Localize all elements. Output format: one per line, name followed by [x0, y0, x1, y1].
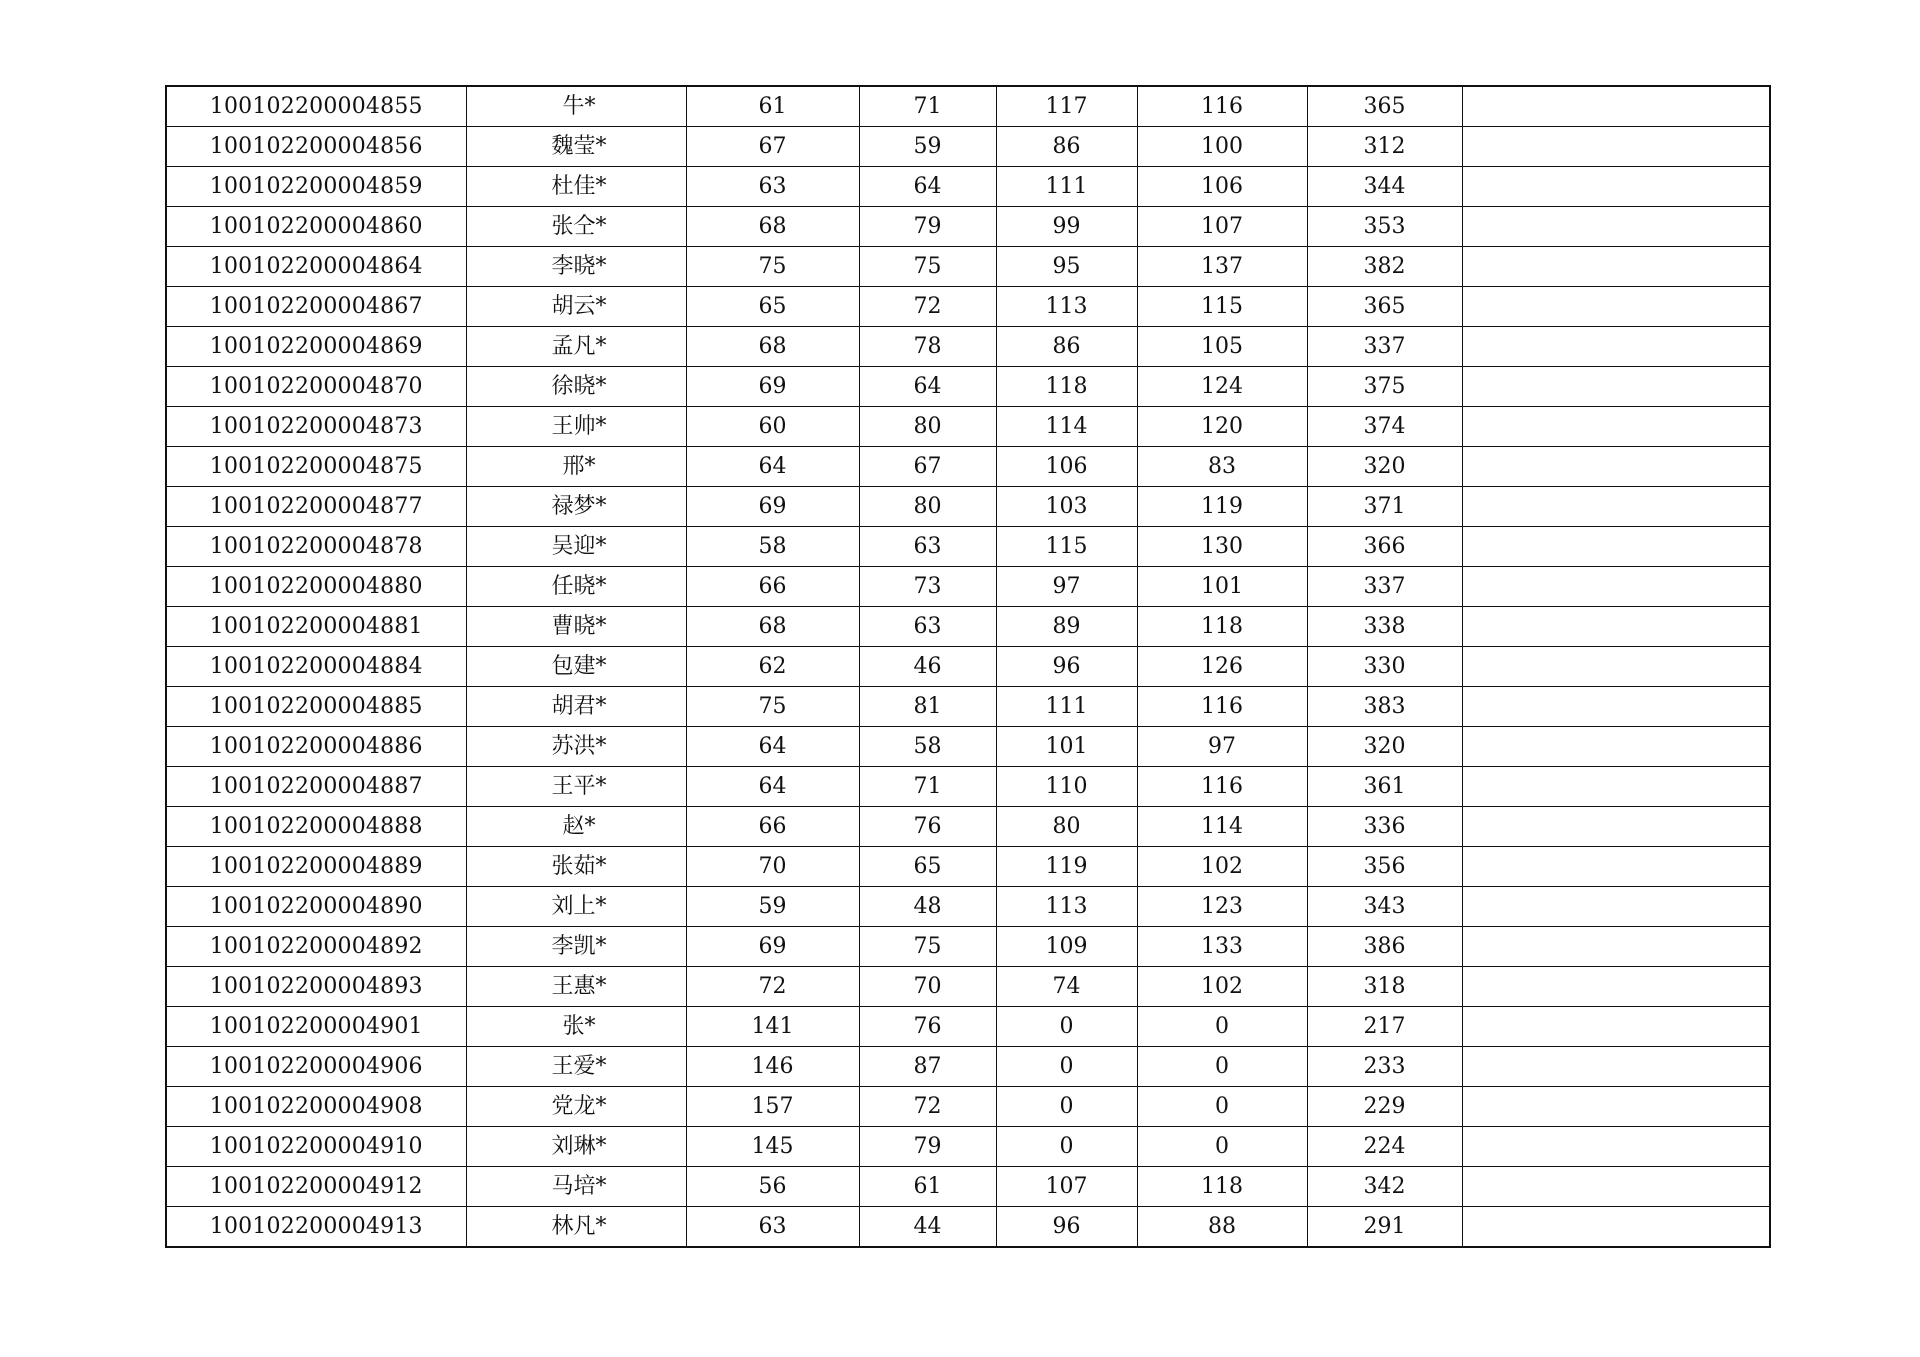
total-score-cell: 365: [1307, 287, 1462, 327]
remark-cell: [1462, 367, 1770, 407]
table-row: [166, 967, 1770, 1007]
exam-id-cell: 100102200004869: [166, 327, 466, 367]
score-1-cell: 72: [686, 967, 859, 1007]
score-3-cell: 0: [996, 1047, 1137, 1087]
score-4-cell: 102: [1137, 967, 1307, 1007]
remark-cell: [1462, 607, 1770, 647]
total-score-cell: 365: [1307, 86, 1462, 127]
score-3-cell: 106: [996, 447, 1137, 487]
score-3-cell: 103: [996, 487, 1137, 527]
exam-id-cell: 100102200004885: [166, 687, 466, 727]
score-3-cell: 0: [996, 1007, 1137, 1047]
score-1-cell: 65: [686, 287, 859, 327]
score-4-cell: 105: [1137, 327, 1307, 367]
total-score-cell: 361: [1307, 767, 1462, 807]
remark-cell: [1462, 847, 1770, 887]
score-table-body: [166, 86, 1770, 1247]
score-1-cell: 63: [686, 1207, 859, 1248]
score-1-cell: 59: [686, 887, 859, 927]
score-2-cell: 80: [859, 487, 996, 527]
remark-cell: [1462, 247, 1770, 287]
name-cell: 马培*: [466, 1167, 686, 1207]
name-cell: 赵*: [466, 807, 686, 847]
table-row: [166, 607, 1770, 647]
name-cell: 禄梦*: [466, 487, 686, 527]
score-1-cell: 64: [686, 447, 859, 487]
table-row: [166, 287, 1770, 327]
total-score-cell: 217: [1307, 1007, 1462, 1047]
score-4-cell: 0: [1137, 1127, 1307, 1167]
remark-cell: [1462, 927, 1770, 967]
exam-id-cell: 100102200004878: [166, 527, 466, 567]
score-3-cell: 110: [996, 767, 1137, 807]
name-cell: 王平*: [466, 767, 686, 807]
remark-cell: [1462, 207, 1770, 247]
score-1-cell: 60: [686, 407, 859, 447]
remark-cell: [1462, 1167, 1770, 1207]
table-row: [166, 1127, 1770, 1167]
table-row: [166, 887, 1770, 927]
remark-cell: [1462, 687, 1770, 727]
score-1-cell: 68: [686, 207, 859, 247]
score-1-cell: 141: [686, 1007, 859, 1047]
score-4-cell: 118: [1137, 607, 1307, 647]
score-3-cell: 97: [996, 567, 1137, 607]
score-2-cell: 61: [859, 1167, 996, 1207]
score-3-cell: 0: [996, 1127, 1137, 1167]
score-2-cell: 59: [859, 127, 996, 167]
remark-cell: [1462, 447, 1770, 487]
remark-cell: [1462, 647, 1770, 687]
exam-id-cell: 100102200004910: [166, 1127, 466, 1167]
name-cell: 林凡*: [466, 1207, 686, 1248]
score-2-cell: 76: [859, 1007, 996, 1047]
remark-cell: [1462, 887, 1770, 927]
exam-id-cell: 100102200004892: [166, 927, 466, 967]
score-2-cell: 72: [859, 1087, 996, 1127]
score-2-cell: 64: [859, 367, 996, 407]
exam-id-cell: 100102200004889: [166, 847, 466, 887]
score-4-cell: 130: [1137, 527, 1307, 567]
total-score-cell: 383: [1307, 687, 1462, 727]
name-cell: 孟凡*: [466, 327, 686, 367]
total-score-cell: 338: [1307, 607, 1462, 647]
remark-cell: [1462, 767, 1770, 807]
table-row: [166, 1087, 1770, 1127]
name-cell: 李凯*: [466, 927, 686, 967]
score-3-cell: 118: [996, 367, 1137, 407]
score-4-cell: 137: [1137, 247, 1307, 287]
score-4-cell: 116: [1137, 687, 1307, 727]
table-row: [166, 767, 1770, 807]
score-3-cell: 86: [996, 127, 1137, 167]
total-score-cell: 229: [1307, 1087, 1462, 1127]
score-3-cell: 109: [996, 927, 1137, 967]
exam-id-cell: 100102200004864: [166, 247, 466, 287]
score-2-cell: 75: [859, 927, 996, 967]
score-4-cell: 116: [1137, 767, 1307, 807]
name-cell: 刘琳*: [466, 1127, 686, 1167]
exam-id-cell: 100102200004856: [166, 127, 466, 167]
score-3-cell: 113: [996, 887, 1137, 927]
score-2-cell: 73: [859, 567, 996, 607]
total-score-cell: 342: [1307, 1167, 1462, 1207]
exam-id-cell: 100102200004875: [166, 447, 466, 487]
name-cell: 杜佳*: [466, 167, 686, 207]
table-row: [166, 247, 1770, 287]
table-row: [166, 927, 1770, 967]
score-table: [165, 85, 1771, 1248]
exam-id-cell: 100102200004908: [166, 1087, 466, 1127]
total-score-cell: 353: [1307, 207, 1462, 247]
remark-cell: [1462, 967, 1770, 1007]
exam-id-cell: 100102200004860: [166, 207, 466, 247]
score-3-cell: 101: [996, 727, 1137, 767]
score-2-cell: 63: [859, 607, 996, 647]
score-2-cell: 87: [859, 1047, 996, 1087]
score-2-cell: 71: [859, 86, 996, 127]
total-score-cell: 330: [1307, 647, 1462, 687]
total-score-cell: 343: [1307, 887, 1462, 927]
score-4-cell: 0: [1137, 1087, 1307, 1127]
score-4-cell: 88: [1137, 1207, 1307, 1248]
table-row: [166, 447, 1770, 487]
score-4-cell: 123: [1137, 887, 1307, 927]
score-1-cell: 56: [686, 1167, 859, 1207]
total-score-cell: 336: [1307, 807, 1462, 847]
score-4-cell: 0: [1137, 1047, 1307, 1087]
exam-id-cell: 100102200004873: [166, 407, 466, 447]
name-cell: 王惠*: [466, 967, 686, 1007]
table-row: [166, 647, 1770, 687]
score-2-cell: 64: [859, 167, 996, 207]
total-score-cell: 356: [1307, 847, 1462, 887]
score-3-cell: 113: [996, 287, 1137, 327]
name-cell: 包建*: [466, 647, 686, 687]
table-row: [166, 1207, 1770, 1248]
total-score-cell: 318: [1307, 967, 1462, 1007]
score-1-cell: 69: [686, 487, 859, 527]
table-row: [166, 807, 1770, 847]
exam-id-cell: 100102200004877: [166, 487, 466, 527]
score-3-cell: 86: [996, 327, 1137, 367]
exam-id-cell: 100102200004880: [166, 567, 466, 607]
remark-cell: [1462, 727, 1770, 767]
score-1-cell: 75: [686, 247, 859, 287]
table-row: [166, 327, 1770, 367]
score-4-cell: 118: [1137, 1167, 1307, 1207]
score-2-cell: 76: [859, 807, 996, 847]
remark-cell: [1462, 167, 1770, 207]
score-2-cell: 44: [859, 1207, 996, 1248]
score-1-cell: 69: [686, 367, 859, 407]
remark-cell: [1462, 527, 1770, 567]
score-2-cell: 79: [859, 1127, 996, 1167]
remark-cell: [1462, 86, 1770, 127]
score-4-cell: 124: [1137, 367, 1307, 407]
remark-cell: [1462, 1007, 1770, 1047]
exam-id-cell: 100102200004890: [166, 887, 466, 927]
total-score-cell: 371: [1307, 487, 1462, 527]
score-2-cell: 71: [859, 767, 996, 807]
total-score-cell: 375: [1307, 367, 1462, 407]
remark-cell: [1462, 1127, 1770, 1167]
name-cell: 张仝*: [466, 207, 686, 247]
total-score-cell: 312: [1307, 127, 1462, 167]
exam-id-cell: 100102200004912: [166, 1167, 466, 1207]
total-score-cell: 337: [1307, 567, 1462, 607]
score-3-cell: 111: [996, 687, 1137, 727]
score-1-cell: 62: [686, 647, 859, 687]
total-score-cell: 344: [1307, 167, 1462, 207]
score-3-cell: 115: [996, 527, 1137, 567]
name-cell: 王爱*: [466, 1047, 686, 1087]
score-2-cell: 46: [859, 647, 996, 687]
exam-id-cell: 100102200004855: [166, 86, 466, 127]
name-cell: 曹晓*: [466, 607, 686, 647]
name-cell: 徐晓*: [466, 367, 686, 407]
score-2-cell: 81: [859, 687, 996, 727]
name-cell: 胡君*: [466, 687, 686, 727]
remark-cell: [1462, 1047, 1770, 1087]
score-3-cell: 96: [996, 647, 1137, 687]
score-3-cell: 95: [996, 247, 1137, 287]
score-1-cell: 68: [686, 607, 859, 647]
table-row: [166, 207, 1770, 247]
remark-cell: [1462, 487, 1770, 527]
total-score-cell: 320: [1307, 727, 1462, 767]
score-1-cell: 58: [686, 527, 859, 567]
total-score-cell: 291: [1307, 1207, 1462, 1248]
score-4-cell: 115: [1137, 287, 1307, 327]
score-4-cell: 0: [1137, 1007, 1307, 1047]
score-2-cell: 58: [859, 727, 996, 767]
exam-id-cell: 100102200004887: [166, 767, 466, 807]
remark-cell: [1462, 127, 1770, 167]
total-score-cell: 382: [1307, 247, 1462, 287]
name-cell: 任晓*: [466, 567, 686, 607]
table-row: [166, 127, 1770, 167]
table-row: [166, 487, 1770, 527]
table-row: [166, 407, 1770, 447]
exam-id-cell: 100102200004906: [166, 1047, 466, 1087]
score-4-cell: 107: [1137, 207, 1307, 247]
score-1-cell: 68: [686, 327, 859, 367]
score-3-cell: 107: [996, 1167, 1137, 1207]
score-4-cell: 133: [1137, 927, 1307, 967]
name-cell: 邢*: [466, 447, 686, 487]
score-4-cell: 126: [1137, 647, 1307, 687]
name-cell: 李晓*: [466, 247, 686, 287]
remark-cell: [1462, 287, 1770, 327]
exam-id-cell: 100102200004893: [166, 967, 466, 1007]
score-4-cell: 100: [1137, 127, 1307, 167]
score-3-cell: 80: [996, 807, 1137, 847]
exam-id-cell: 100102200004884: [166, 647, 466, 687]
score-1-cell: 61: [686, 86, 859, 127]
name-cell: 胡云*: [466, 287, 686, 327]
score-3-cell: 74: [996, 967, 1137, 1007]
score-2-cell: 72: [859, 287, 996, 327]
score-1-cell: 70: [686, 847, 859, 887]
table-row: [166, 567, 1770, 607]
score-2-cell: 75: [859, 247, 996, 287]
remark-cell: [1462, 1087, 1770, 1127]
table-row: [166, 167, 1770, 207]
score-3-cell: 0: [996, 1087, 1137, 1127]
total-score-cell: 224: [1307, 1127, 1462, 1167]
table-row: [166, 527, 1770, 567]
score-1-cell: 63: [686, 167, 859, 207]
score-1-cell: 66: [686, 807, 859, 847]
remark-cell: [1462, 1207, 1770, 1248]
total-score-cell: 337: [1307, 327, 1462, 367]
score-4-cell: 97: [1137, 727, 1307, 767]
remark-cell: [1462, 567, 1770, 607]
exam-id-cell: 100102200004901: [166, 1007, 466, 1047]
total-score-cell: 374: [1307, 407, 1462, 447]
name-cell: 张*: [466, 1007, 686, 1047]
total-score-cell: 366: [1307, 527, 1462, 567]
score-4-cell: 101: [1137, 567, 1307, 607]
score-4-cell: 120: [1137, 407, 1307, 447]
name-cell: 张茹*: [466, 847, 686, 887]
score-4-cell: 106: [1137, 167, 1307, 207]
score-3-cell: 114: [996, 407, 1137, 447]
table-row: [166, 847, 1770, 887]
score-2-cell: 48: [859, 887, 996, 927]
score-4-cell: 116: [1137, 86, 1307, 127]
table-row: [166, 687, 1770, 727]
remark-cell: [1462, 807, 1770, 847]
exam-id-cell: 100102200004867: [166, 287, 466, 327]
name-cell: 刘上*: [466, 887, 686, 927]
score-1-cell: 66: [686, 567, 859, 607]
score-3-cell: 96: [996, 1207, 1137, 1248]
score-2-cell: 70: [859, 967, 996, 1007]
name-cell: 王帅*: [466, 407, 686, 447]
score-1-cell: 64: [686, 727, 859, 767]
score-2-cell: 78: [859, 327, 996, 367]
exam-id-cell: 100102200004859: [166, 167, 466, 207]
name-cell: 牛*: [466, 86, 686, 127]
score-1-cell: 69: [686, 927, 859, 967]
score-1-cell: 64: [686, 767, 859, 807]
table-row: [166, 367, 1770, 407]
score-2-cell: 67: [859, 447, 996, 487]
score-4-cell: 102: [1137, 847, 1307, 887]
remark-cell: [1462, 407, 1770, 447]
exam-id-cell: 100102200004888: [166, 807, 466, 847]
score-3-cell: 117: [996, 86, 1137, 127]
exam-id-cell: 100102200004886: [166, 727, 466, 767]
total-score-cell: 320: [1307, 447, 1462, 487]
score-4-cell: 83: [1137, 447, 1307, 487]
score-2-cell: 63: [859, 527, 996, 567]
total-score-cell: 233: [1307, 1047, 1462, 1087]
name-cell: 魏莹*: [466, 127, 686, 167]
exam-id-cell: 100102200004913: [166, 1207, 466, 1248]
name-cell: 苏洪*: [466, 727, 686, 767]
score-1-cell: 145: [686, 1127, 859, 1167]
score-1-cell: 157: [686, 1087, 859, 1127]
exam-id-cell: 100102200004870: [166, 367, 466, 407]
score-2-cell: 80: [859, 407, 996, 447]
score-4-cell: 119: [1137, 487, 1307, 527]
score-4-cell: 114: [1137, 807, 1307, 847]
score-2-cell: 79: [859, 207, 996, 247]
remark-cell: [1462, 327, 1770, 367]
table-row: [166, 86, 1770, 127]
score-3-cell: 119: [996, 847, 1137, 887]
score-1-cell: 146: [686, 1047, 859, 1087]
total-score-cell: 386: [1307, 927, 1462, 967]
table-row: [166, 727, 1770, 767]
score-3-cell: 89: [996, 607, 1137, 647]
table-row: [166, 1047, 1770, 1087]
score-2-cell: 65: [859, 847, 996, 887]
score-1-cell: 67: [686, 127, 859, 167]
table-row: [166, 1167, 1770, 1207]
name-cell: 吴迎*: [466, 527, 686, 567]
score-1-cell: 75: [686, 687, 859, 727]
table-row: [166, 1007, 1770, 1047]
score-3-cell: 99: [996, 207, 1137, 247]
exam-id-cell: 100102200004881: [166, 607, 466, 647]
score-3-cell: 111: [996, 167, 1137, 207]
name-cell: 党龙*: [466, 1087, 686, 1127]
